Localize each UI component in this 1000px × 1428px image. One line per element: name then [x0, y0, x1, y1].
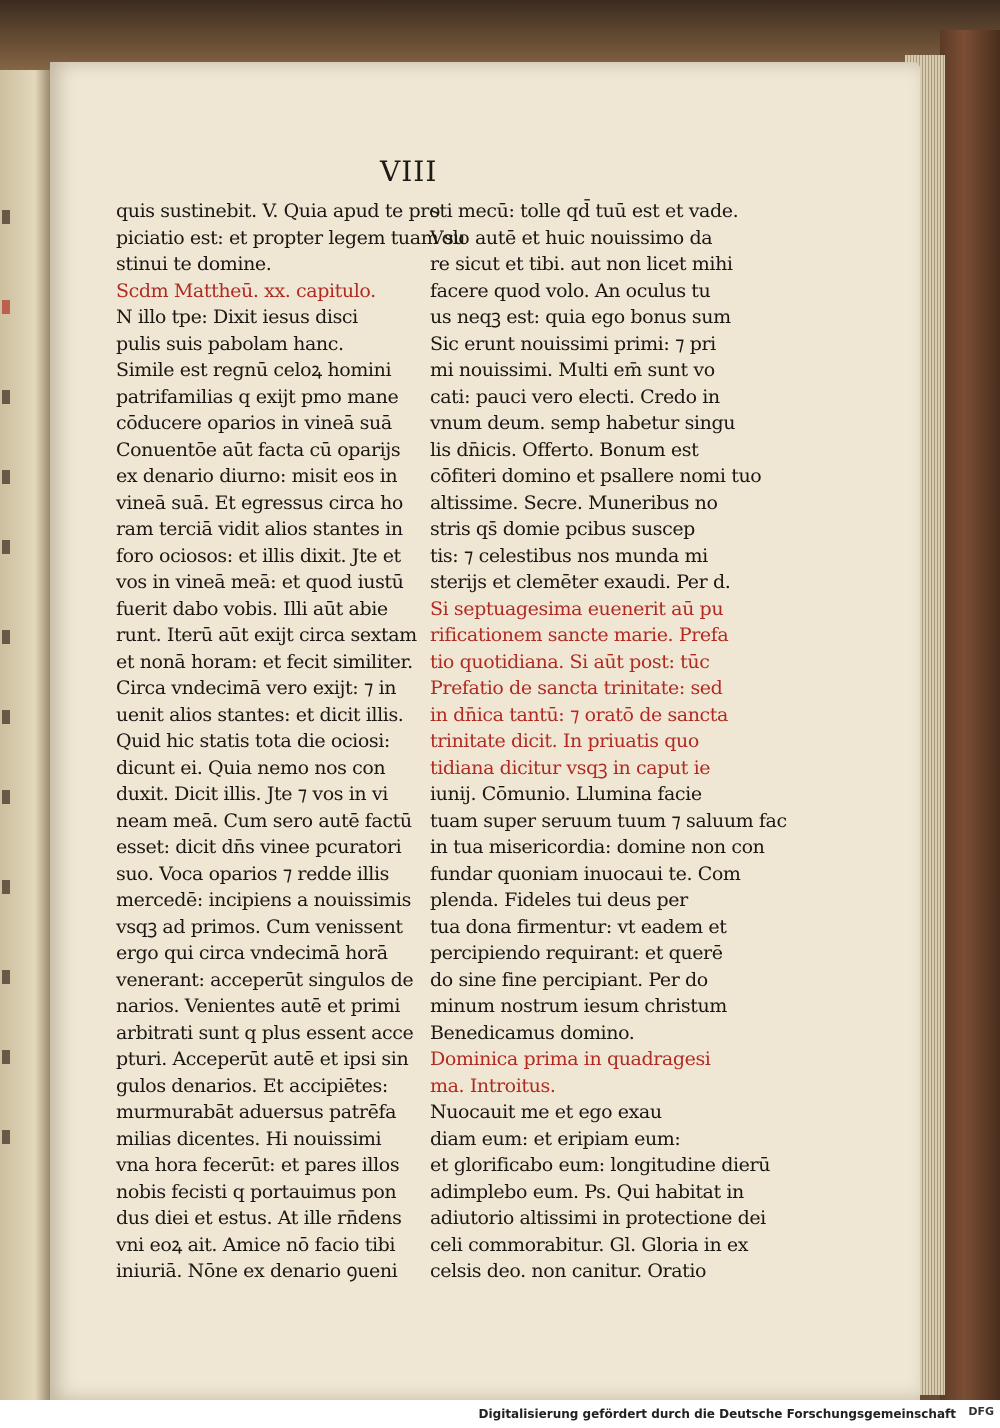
text-line: rificationem sancte marie. Prefa [430, 624, 729, 646]
text-line: tidiana dicitur vsqꝫ in caput ie [430, 756, 711, 779]
text-line: narios. Venientes autē et primi [116, 995, 401, 1017]
text-line: vni eoꝝ ait. Amice nō facio tibi [116, 1233, 396, 1256]
text-line: N illo tpe: Dixit iesus disci [116, 306, 358, 328]
text-line: cōducere oparios in vineā suā [116, 412, 392, 434]
leather-cover-edge [940, 30, 1000, 1400]
text-line: percipiendo requirant: et querē [430, 942, 723, 964]
text-line: piciatio est: et propter legem tuam su [116, 226, 466, 249]
text-line: sti mecū: tolle qd̄ tuū est et vade. [430, 200, 739, 222]
text-line: ex denario diurno: misit eos in [116, 465, 398, 487]
text-line: tis: ⁊ celestibus nos munda mi [430, 544, 708, 567]
text-line: et nonā horam: et fecit similiter. [116, 650, 413, 673]
text-line: in dn̄ica tantū: ⁊ oratō de sancta [430, 703, 728, 726]
text-line: Prefatio de sancta trinitate: sed [430, 677, 723, 699]
text-line: adimplebo eum. Ps. Qui habitat in [430, 1180, 744, 1203]
text-line: trinitate dicit. In priuatis quo [430, 730, 699, 752]
text-line: arbitrati sunt q plus essent acce [116, 1021, 414, 1044]
text-line: fuerit dabo vobis. Illi aūt abie [116, 597, 388, 620]
text-line: murmurabāt aduersus patrēfa [116, 1101, 397, 1123]
text-line: quis sustinebit. V. Quia apud te pro [116, 200, 441, 222]
right-text-column [430, 198, 787, 1285]
text-line: Quid hic statis tota die ociosi: [116, 730, 390, 752]
text-line: duxit. Dicit illis. Jte ⁊ vos in vi [116, 783, 388, 805]
text-line: Conuentōe aūt facta cū oparijs [116, 438, 401, 461]
text-line: re sicut et tibi. aut non licet mihi [430, 253, 733, 275]
text-line: Nuocauit me et ego exau [430, 1101, 662, 1123]
text-line: altissime. Secre. Muneribus no [430, 491, 718, 514]
text-line: us neqꝫ est: quia ego bonus sum [430, 306, 731, 328]
text-line: patrifamilias q exijt pmo mane [116, 385, 399, 408]
text-line: vos in vineā meā: et quod iustū [116, 571, 404, 593]
text-line: pulis suis pabolam hanc. [116, 332, 344, 355]
text-line: vnum deum. semp habetur singu [430, 412, 736, 434]
text-line: stris qs̄ domie pcibus suscep [430, 518, 695, 540]
text-line: celsis deo. non canitur. Oratio [430, 1260, 707, 1282]
text-line: iunij. Cōmunio. Llumina facie [430, 783, 702, 805]
left-text-column [116, 198, 466, 1285]
text-line: milias dicentes. Hi nouissimi [116, 1127, 382, 1150]
text-line: vineā suā. Et egressus circa ho [116, 491, 403, 514]
text-line: nobis fecisti q portauimus pon [116, 1180, 397, 1203]
text-line: lis dn̄icis. Offerto. Bonum est [430, 438, 699, 461]
text-line: plenda. Fideles tui deus per [430, 889, 688, 911]
text-line: do sine fine percipiant. Per do [430, 968, 708, 991]
text-line: Si septuagesima euenerit aū pu [430, 597, 724, 620]
text-line: stinui te domine. [116, 253, 272, 275]
text-line: Benedicamus domino. [430, 1021, 635, 1044]
text-line: Circa vndecimā vero exijt: ⁊ in [116, 677, 397, 699]
text-line: suo. Voca oparios ⁊ redde illis [116, 862, 389, 885]
text-line: mi nouissimi. Multi em̄ sunt vo [430, 359, 715, 381]
left-page-edge [0, 70, 50, 1400]
text-line: celi commorabitur. Gl. Gloria in ex [430, 1233, 749, 1256]
text-line: facere quod volo. An oculus tu [430, 279, 711, 302]
text-line: gulos denarios. Et accipiētes: [116, 1074, 388, 1097]
text-line: uenit alios stantes: et dicit illis. [116, 703, 404, 726]
folio-number: VIII [380, 155, 438, 188]
text-line: Scdm Mattheū. xx. capitulo. [116, 279, 376, 302]
text-line: runt. Iterū aūt exijt circa sextam [116, 624, 417, 646]
text-line: tio quotidiana. Si aūt post: tūc [430, 650, 710, 673]
footer-bar [0, 1400, 1000, 1428]
text-line: venerant: acceperūt singulos de [116, 968, 414, 991]
text-line: tua dona firmentur: vt eadem et [430, 915, 727, 938]
text-line: vsqꝫ ad primos. Cum venissent [116, 915, 403, 938]
text-line: foro ociosos: et illis dixit. Jte et [116, 544, 401, 567]
text-line: tuam super seruum tuum ⁊ saluum fac [430, 809, 787, 832]
text-line: et glorificabo eum: longitudine dierū [430, 1154, 771, 1176]
footer-credit: Digitalisierung gefördert durch die Deutsche Forschungsgemeinschaft [478, 1407, 956, 1421]
text-line: fundar quoniam inuocaui te. Com [430, 862, 741, 885]
text-line: mercedē: incipiens a nouissimis [116, 889, 411, 911]
text-line: adiutorio altissimi in protectione dei [430, 1207, 766, 1229]
text-line: pturi. Acceperūt autē et ipsi sin [116, 1048, 409, 1070]
text-line: in tua misericordia: domine non con [430, 836, 765, 858]
text-line: ma. Introitus. [430, 1074, 556, 1097]
text-line: Simile est regnū celoꝝ homini [116, 359, 392, 381]
text-line: vna hora fecerūt: et pares illos [116, 1154, 400, 1176]
text-line: Sic erunt nouissimi primi: ⁊ pri [430, 332, 716, 355]
text-line: ram terciā vidit alios stantes in [116, 518, 403, 540]
text-line: neam meā. Cum sero autē factū [116, 809, 412, 832]
text-line: sterijs et clemēter exaudi. Per d. [430, 571, 731, 593]
text-line: minum nostrum iesum christum [430, 995, 727, 1017]
text-line: iniuriā. Nōne ex denario ꝯueni [116, 1260, 398, 1282]
text-line: esset: dicit dn̄s vinee pcuratori [116, 836, 402, 858]
text-line: dus diei et estus. At ille rn̄dens [116, 1207, 402, 1229]
text-line: Volo autē et huic nouissimo da [430, 226, 713, 249]
text-line: cati: pauci vero electi. Credo in [430, 385, 720, 408]
dfg-logo: DFG [968, 1405, 994, 1418]
text-line: diam eum: et eripiam eum: [430, 1127, 681, 1150]
text-line: dicunt ei. Quia nemo nos con [116, 756, 386, 779]
text-line: Dominica prima in quadragesi [430, 1048, 711, 1070]
text-line: cōfiteri domino et psallere nomi tuo [430, 465, 762, 487]
text-line: ergo qui circa vndecimā horā [116, 942, 388, 964]
